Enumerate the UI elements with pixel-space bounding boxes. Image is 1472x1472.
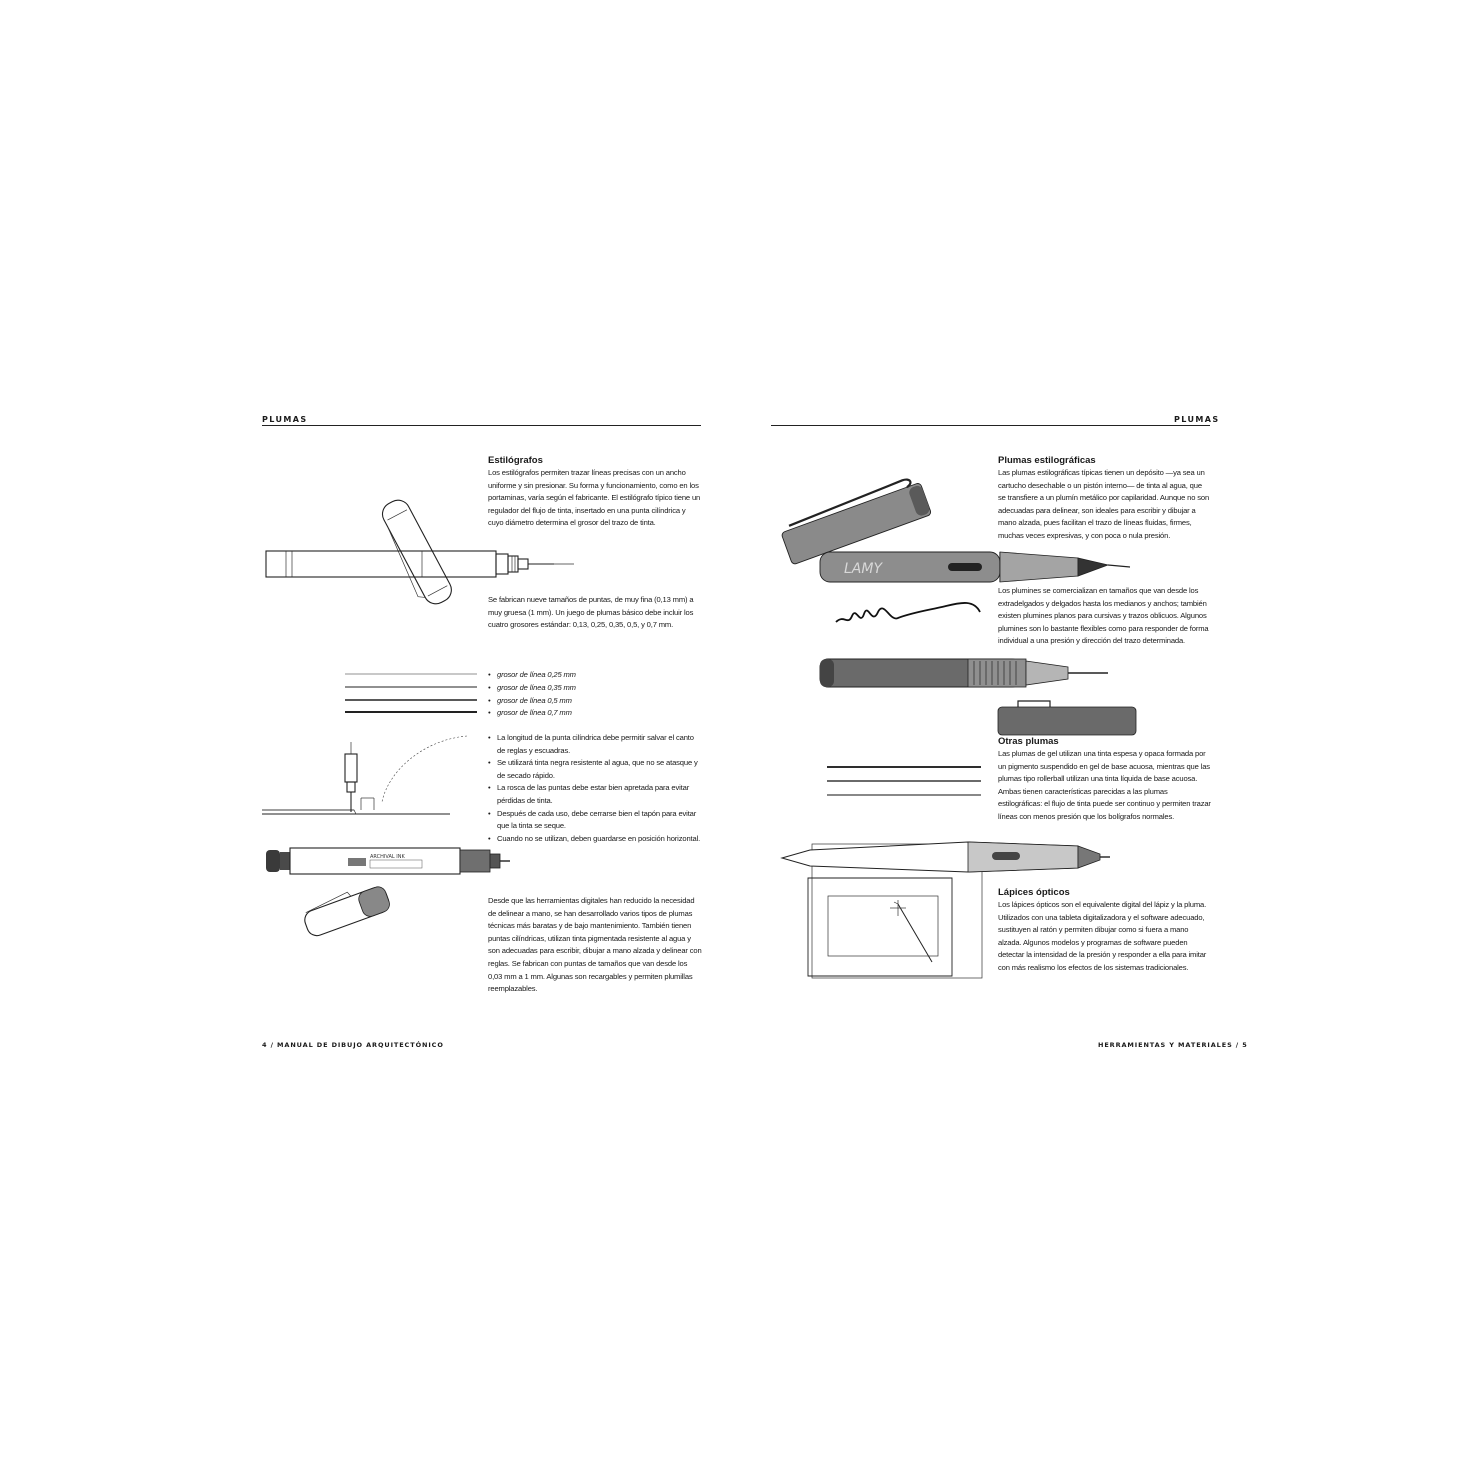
tip-item: • Cuando no se utilizan, deben guardarse en posición horizontal. — [488, 833, 702, 846]
tip-item: • La longitud de la punta cilíndrica debe permitir salvar el canto de reglas y escuadras. — [488, 732, 702, 757]
ink-scribble — [834, 596, 984, 632]
estilografos-paragraph-1: Los estilógrafos permiten trazar líneas precisas con un ancho uniforme y sin presionar. Su forma y funcionamiento, como en los portaminas, varía según el fabricante. El estilógrafo típico tiene un regulador del flujo de tinta, insertado en una punta cilíndrica y cuyo diámetro determina el grosor del trazo de tinta. — [488, 468, 701, 528]
lapices-opticos-title: Lápices ópticos — [998, 887, 1070, 898]
left-page-header: PLUMAS — [262, 415, 308, 424]
technical-pen-brand: ARCHIVAL INK — [370, 854, 405, 860]
right-page-footer: HERRAMIENTAS Y MATERIALES / 5 — [1098, 1041, 1248, 1049]
otras-plumas-paragraph: Las plumas de gel utilizan una tinta espesa y opaca formada por un pigmento suspendido en gel de base acuosa, mientras que las plumas tipo rollerball utilizan una tinta líquida de base acuosa. Ambas tienen características parecidas a las plumas estilográficas: el flujo de tinta puede ser continuo y permiten trazar líneas con menos presión que los bolígrafos normales. — [998, 749, 1211, 821]
line-weight-item: • grosor de línea 0,35 mm — [488, 682, 628, 695]
otras-plumas-title: Otras plumas — [998, 736, 1059, 747]
line-weight-item: • grosor de línea 0,25 mm — [488, 669, 628, 682]
left-page-footer: 4 / MANUAL DE DIBUJO ARQUITECTÓNICO — [262, 1041, 444, 1049]
estilografos-title: Estilógrafos — [488, 455, 543, 466]
left-header-rule — [262, 425, 701, 426]
right-header-rule — [771, 425, 1210, 426]
gel-pen-line-samples — [825, 763, 985, 803]
fountain-pen-cap-illustration — [775, 455, 935, 555]
fountain-pen-brand: LAMY — [844, 561, 883, 577]
line-weight-item: • grosor de línea 0,5 mm — [488, 695, 628, 708]
tip-item: • Después de cada uso, debe cerrarse bien el tapón para evitar que la tinta se seque. — [488, 808, 702, 833]
plumas-estilograficas-title: Plumas estilográficas — [998, 455, 1096, 466]
disposable-pen-illustration — [262, 844, 502, 944]
fountain-pen-illustration — [818, 548, 1138, 588]
ruler-edge-diagram — [262, 732, 492, 820]
line-weight-samples — [345, 668, 480, 718]
technical-pen-tips-list — [488, 732, 702, 845]
gel-pen-illustration — [818, 657, 1118, 737]
technical-pens-paragraph: Desde que las herramientas digitales han reducido la necesidad de delinear a mano, se han desarrollado varios tipos de plumas técnicas más baratas y de bajo mantenimiento. También tienen puntas cilíndricas, utilizan tinta pigmentada resistente al agua y son adecuadas para escribir, dibujar a mano alzada y delinear con reglas. Se fabrican con puntas de tamaños que van desde los 0,03 mm a 1 mm. Algunas son recargables y permiten plumillas reemplazables. — [488, 896, 702, 994]
plumas-estilograficas-paragraph-1: Las plumas estilográficas típicas tienen un depósito —ya sea un cartucho desechable o un pistón interno— de tinta al agua, que se transfiere a un plumín metálico por capilaridad. Aunque no son adecuadas para delinear, son ideales para escribir y dibujar a mano alzada, pues facilitan el trazo de líneas fluidas, firmes, muchas veces expresivas, y con poca o nula presión. — [998, 468, 1210, 540]
right-page-header: PLUMAS — [1174, 415, 1220, 424]
line-weight-list — [488, 669, 628, 720]
estilografos-paragraph-2: Se fabrican nueve tamaños de puntas, de muy fina (0,13 mm) a muy gruesa (1 mm). Un juego de plumas básico debe incluir los cuatro grosores estándar: 0,13, 0,25, 0,35, 0,5, y 0,7 mm. — [488, 595, 694, 630]
line-weight-item: • grosor de línea 0,7 mm — [488, 707, 628, 720]
tip-item: • Se utilizará tinta negra resistente al agua, que no se atasque y de secado rápido. — [488, 757, 702, 782]
lapices-opticos-paragraph: Los lápices ópticos son el equivalente digital del lápiz y la pluma. Utilizados con una tableta digitalizadora y el software adecuado, sustituyen al ratón y permiten dibujar como si fuera a mano alzada. Algunos modelos y programas de software pueden detectar la intensidad de la presión y responder a ella para imitar con más realismo los efectos de los sistemas tradicionales. — [998, 900, 1207, 972]
plumas-estilograficas-paragraph-2: Los plumines se comercializan en tamaños que van desde los extradelgados y delgados hasta los medianos y anchos; también existen plumines planos para cursivas y trazos oblicuos. Algunos plumines son lo bastante flexibles como para responder de forma individual a una presión y dirección del trazo determinada. — [998, 586, 1209, 646]
tip-item: • La rosca de las puntas debe estar bien apretada para evitar pérdidas de tinta. — [488, 782, 702, 807]
